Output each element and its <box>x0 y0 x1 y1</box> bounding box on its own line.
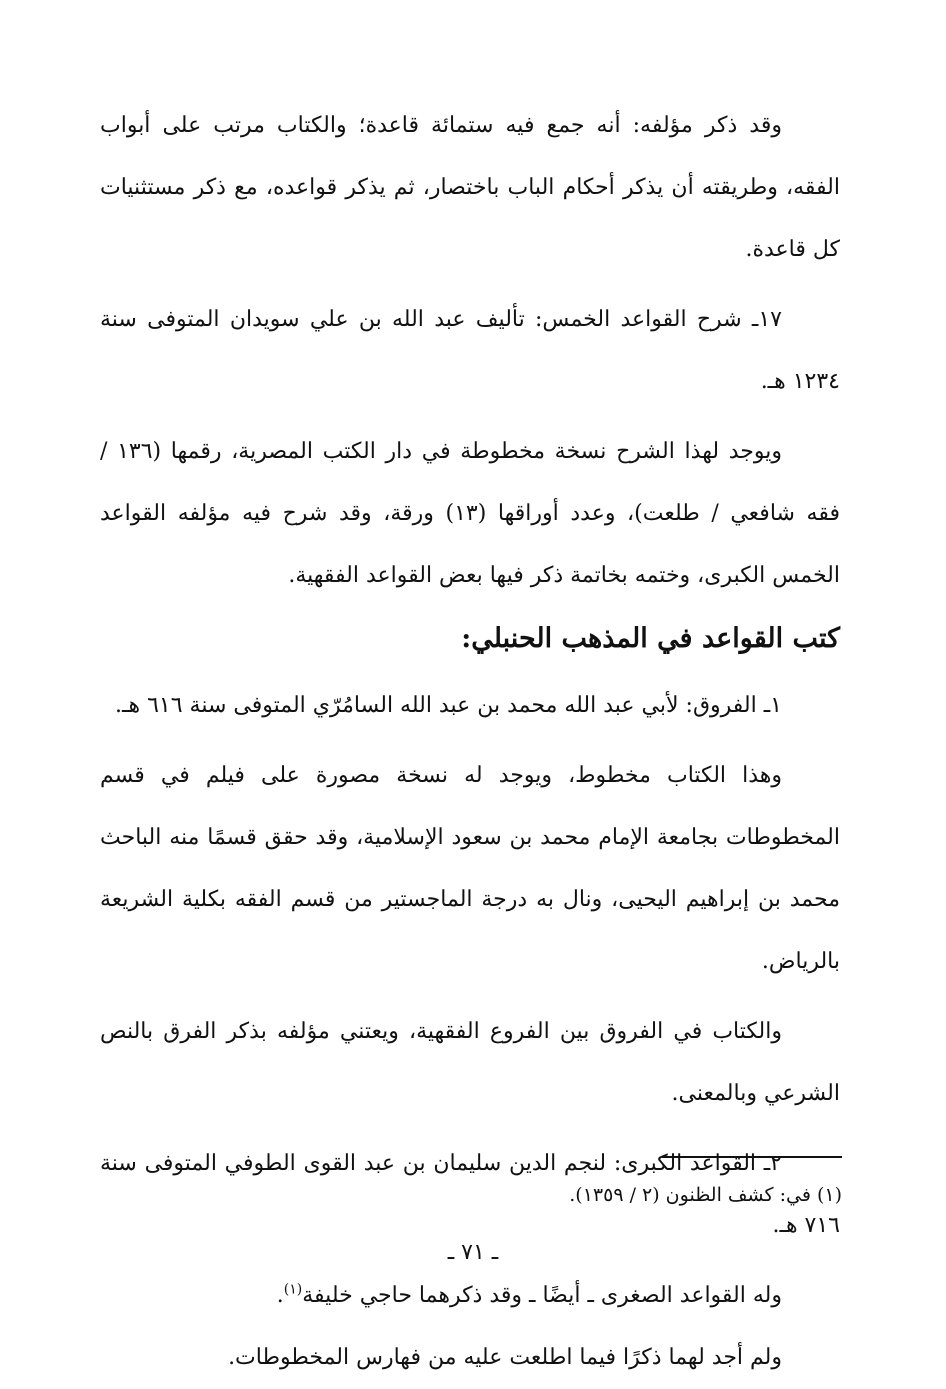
paragraph-5: وهذا الكتاب مخطوط، ويوجد له نسخة مصورة على فيلم في قسم المخطوطات بجامعة الإمام محمد بن سعود الإسلامية، وقد حقق قسمًا منه الباحث محمد بن إبراهيم اليحيى، ونال به درجة الماجستير من قسم الفقه بكلية الشريعة بالرياض. <box>100 763 840 974</box>
list-item-2: ٢ـ القواعد الكبرى: لنجم الدين سليمان بن عبد القوى الطوفي المتوفى سنة ٧١٦ هـ. <box>100 1151 840 1238</box>
paragraph-6: والكتاب في الفروق بين الفروع الفقهية، ويعتني مؤلفه بذكر الفرق بالنص الشرعي وبالمعنى. <box>100 1019 840 1106</box>
list-item-17: ١٧ـ شرح القواعد الخمس: تأليف عبد الله بن علي سويدان المتوفى سنة ١٢٣٤ هـ. <box>100 307 840 394</box>
page-number: ـ ٧١ ـ <box>447 1240 499 1265</box>
paragraph-9: ولم أجد لهما ذكرًا فيما اطلعت عليه من فهارس المخطوطات. <box>228 1345 782 1370</box>
paragraph-1: وقد ذكر مؤلفه: أنه جمع فيه ستمائة قاعدة؛ والكتاب مرتب على أبواب الفقه، وطريقته أن يذكر أحكام الباب باختصار، ثم يذكر قواعده، مع ذكر مستثنيات كل قاعدة. <box>100 113 840 262</box>
section-heading: كتب القواعد في المذهب الحنبلي: <box>461 623 840 654</box>
paragraph-8 <box>100 1265 840 1327</box>
paragraph-8-tail: . <box>276 1283 284 1308</box>
paragraph-3: ويوجد لهذا الشرح نسخة مخطوطة في دار الكتب المصرية، رقمها (١٣٦ / فقه شافعي / طلعت)، وعدد أوراقها (١٣) ورقة، وقد شرح فيه مؤلفه القواعد الخمس الكبرى، وختمه بخاتمة ذكر فيها بعض القواعد الفقهية. <box>100 439 840 588</box>
footnote-reference[interactable]: (١) <box>283 1281 303 1298</box>
paragraph-8-text: وله القواعد الصغرى ـ أيضًا ـ وقد ذكرهما حاجي خليفة <box>302 1283 782 1308</box>
list-item-1: ١ـ الفروق: لأبي عبد الله محمد بن عبد الله السامُرّي المتوفى سنة ٦١٦ هـ. <box>115 693 782 718</box>
footnote-divider <box>662 1156 842 1158</box>
footnote: (١) في: كشف الظنون (٢ / ١٣٥٩). <box>569 1184 842 1206</box>
